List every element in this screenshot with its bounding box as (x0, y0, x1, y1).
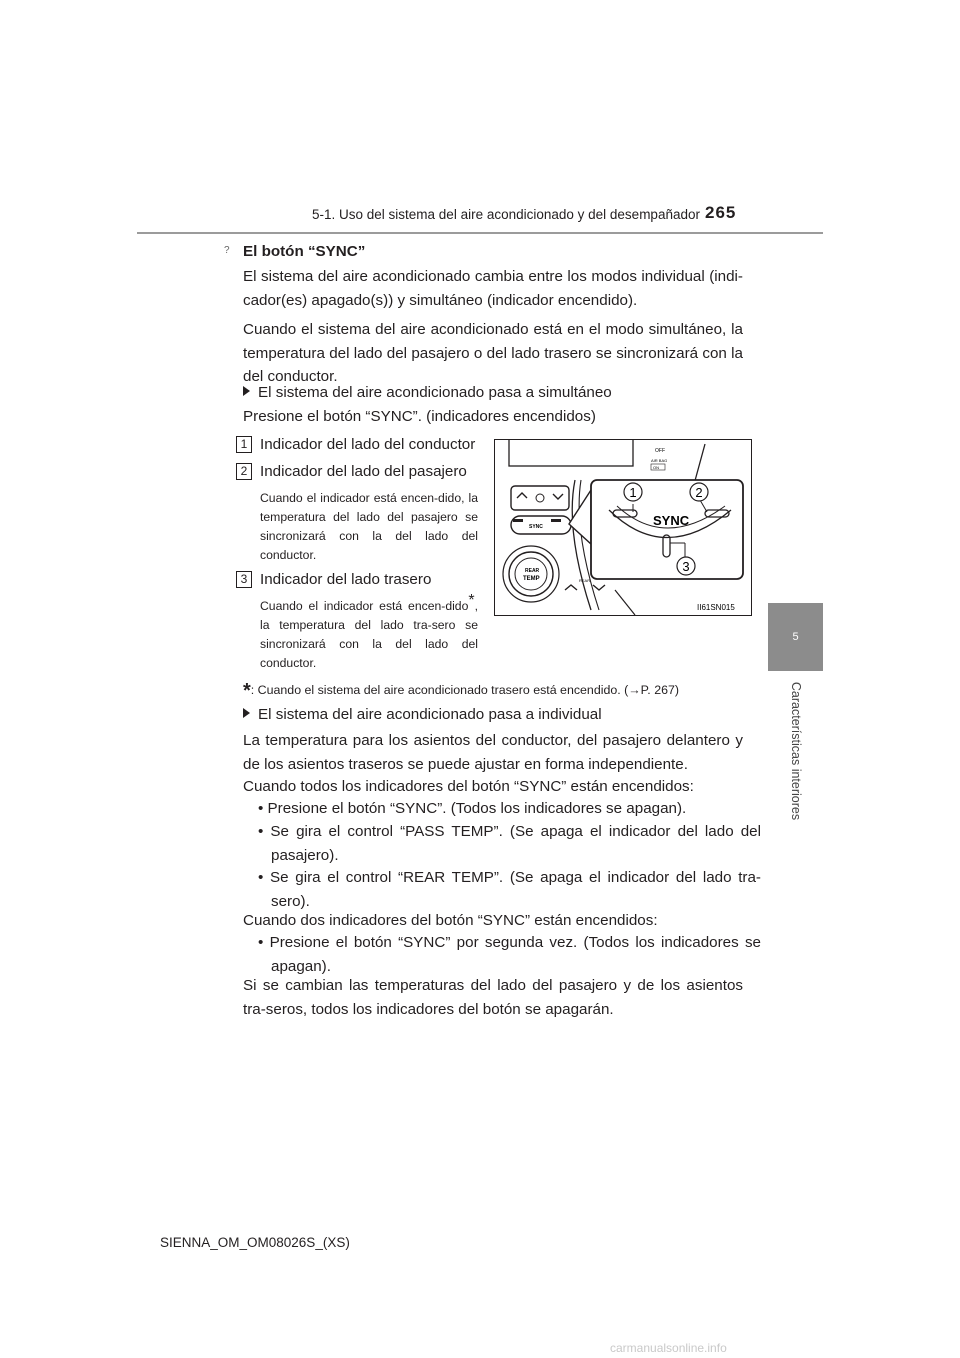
chapter-title: Características interiores (788, 681, 803, 821)
subsection-simultaneous (243, 381, 612, 405)
callout-1: 1 (629, 485, 637, 500)
item-number-3: 3 (236, 571, 252, 588)
footnote-text: : Cuando el sistema del aire acondicionado trasero está encendido. (→P. 267) (250, 683, 679, 697)
subsection-individual (243, 703, 602, 727)
document-code: SIENNA_OM_OM08026S_(XS) (160, 1235, 350, 1250)
subsection-title-2: El sistema del aire acondicionado pasa a individual (258, 706, 602, 723)
temp-label: TEMP (523, 576, 540, 582)
callout-2: 2 (695, 485, 703, 500)
item-label-3: Indicador del lado trasero (260, 571, 432, 588)
paragraph-4: Cuando todos los indicadores del botón “SYNC” están encendidos: (243, 778, 694, 795)
item-note-3 (260, 591, 478, 673)
item-label-2: Indicador del lado del pasajero (260, 463, 467, 480)
paragraph-6: Si se cambian las temperaturas del lado del pasajero y de los asientos tra-seros, todos los indicadores del botón se apagarán. (243, 977, 743, 1018)
paragraph-3: La temperatura para los asientos del conductor, del pasajero delantero y de los asientos traseros se puede ajustar en forma independiente. (243, 732, 743, 773)
rear2-label: REAR (579, 578, 591, 583)
figure-id: II61SN015 (697, 603, 735, 612)
subsection-text: Presione el botón “SYNC”. (indicadores encendidos) (243, 408, 596, 425)
subsection-title: El sistema del aire acondicionado pasa a simultáneo (258, 384, 612, 401)
bullet-a-2: • Se gira el control “PASS TEMP”. (Se apaga el indicador del lado del pasajero). (258, 823, 761, 864)
chapter-side-label (768, 671, 823, 831)
climate-panel-illustration (495, 440, 751, 615)
arrow-icon (243, 386, 250, 396)
section-heading: El botón “SYNC” (243, 243, 366, 260)
watermark: carmanualsonline.info (610, 1341, 727, 1355)
item-note-2: Cuando el indicador está encen-dido, la temperatura del lado del pasajero se sincronizará con la del lado del conductor. (260, 491, 478, 562)
item-note-3-pre: Cuando el indicador está encen-dido (260, 599, 469, 613)
paragraph-2: Cuando el sistema del aire acondicionado está en el modo simultáneo, la temperatura del lado del pasajero o del lado trasero se sincronizará con la del conductor. (243, 321, 743, 385)
section-title: 5-1. Uso del sistema del aire acondicionado y del desempañador (312, 207, 700, 222)
footnote (243, 680, 679, 703)
chapter-tab: 5 (768, 603, 823, 671)
paragraph-5: Cuando dos indicadores del botón “SYNC” están encendidos: (243, 912, 658, 929)
bullet-b-1: • Presione el botón “SYNC” por segunda vez. (Todos los indicadores se apagan). (258, 934, 761, 975)
sync-small-label: SYNC (529, 524, 543, 530)
paragraph-1: El sistema del aire acondicionado cambia entre los modos individual (indi-cador(es) apagado(s)) y simultáneo (indicador encendido). (243, 268, 743, 309)
bullet-a-1: • Presione el botón “SYNC”. (Todos los indicadores se apagan). (258, 800, 687, 817)
bullet-a-3: • Se gira el control “REAR TEMP”. (Se apaga el indicador del lado tra-sero). (258, 869, 761, 910)
footnote-star: * (468, 591, 475, 609)
callout-3: 3 (682, 559, 690, 574)
off-label: OFF (655, 448, 665, 454)
item-number-2: 2 (236, 463, 252, 480)
airbag-label: AIR BAG (651, 458, 668, 463)
item-number-1: 1 (236, 436, 252, 453)
section-marker: ? (224, 245, 230, 256)
item-label-1: Indicador del lado del conductor (260, 436, 476, 453)
page-number: 265 (705, 203, 737, 222)
sync-control-figure (494, 439, 752, 616)
sync-big-label: SYNC (653, 513, 690, 528)
rear-label: REAR (525, 568, 540, 574)
header-divider (137, 232, 823, 234)
on-label: ON (653, 465, 659, 470)
item-note-3-post: , la temperatura del lado tra-sero se sincronizará con la del lado del conductor. (260, 599, 478, 670)
footnote-marker: * (243, 680, 251, 702)
arrow-icon (243, 708, 250, 718)
